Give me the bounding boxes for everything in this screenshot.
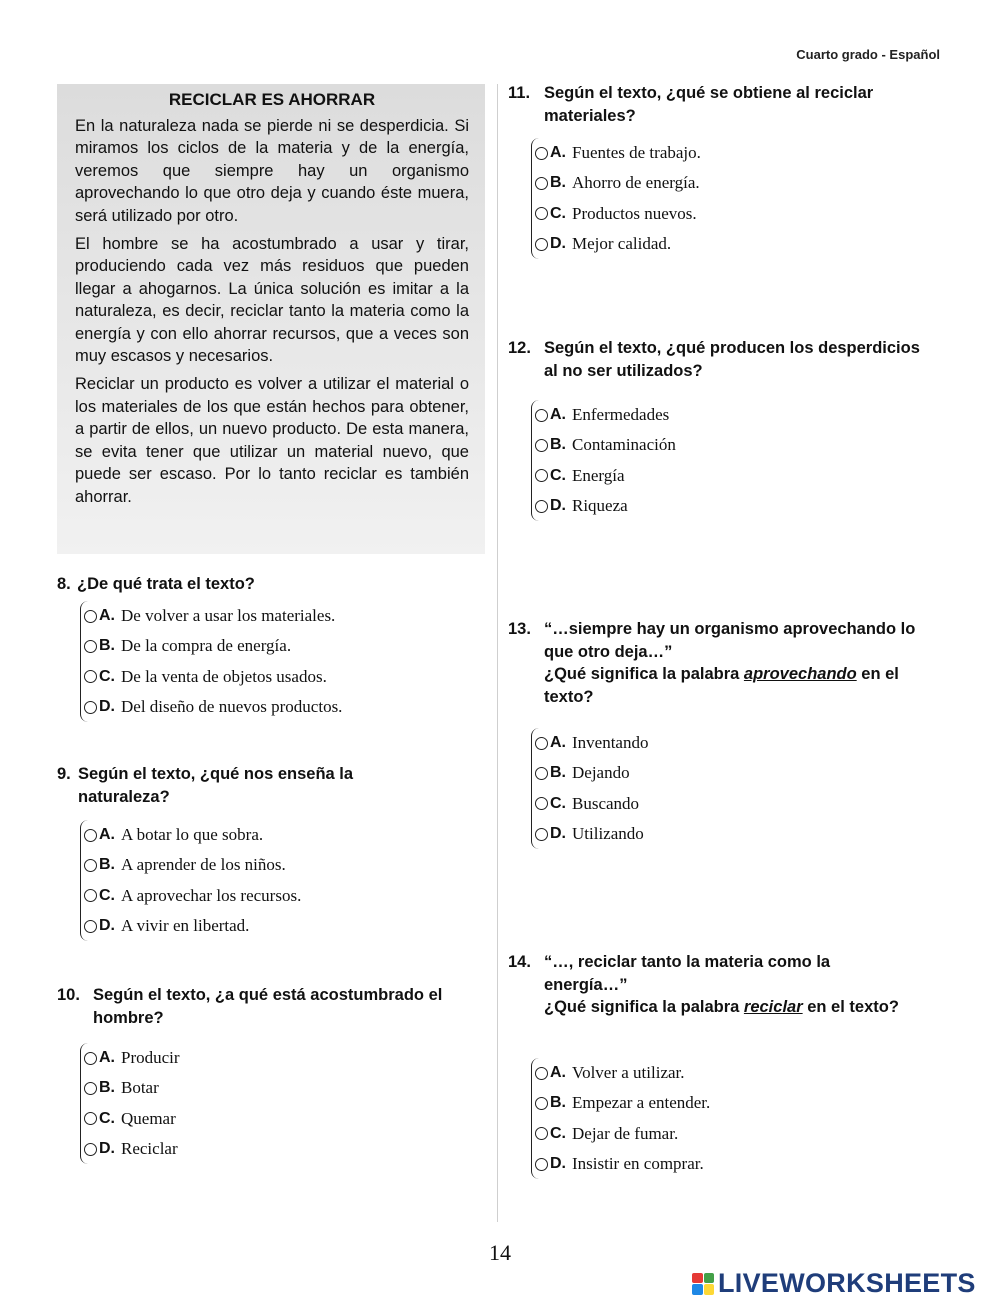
keyword: aprovechando [743, 665, 857, 683]
passage-paragraph-3: Reciclar un producto es volver a utilizar el material o los materiales de los que están hechos para obtener, a partir de ellos, un nuevo producto. De esta manera, se evita tener que utilizar un material nuevo, que puede ser escaso. Por lo tanto reciclar es también ahorrar. [75, 375, 469, 506]
radio-button[interactable] [84, 670, 97, 683]
option-a[interactable]: A. De volver a usar los materiales. [81, 601, 481, 631]
question-12 [508, 337, 938, 382]
question-quote: “…, reciclar tanto la materia como la energía…” [544, 953, 831, 994]
option-a[interactable]: A. Inventando [532, 728, 932, 758]
option-c[interactable]: C. A aprovechar los recursos. [81, 881, 481, 911]
reading-passage [57, 84, 485, 554]
radio-button[interactable] [84, 1052, 97, 1065]
option-b[interactable]: B. A aprender de los niños. [81, 850, 481, 880]
option-c[interactable]: C. Quemar [81, 1104, 481, 1134]
option-b[interactable]: B. De la compra de energía. [81, 631, 481, 661]
question-11-options [531, 138, 932, 259]
option-b[interactable]: B. Dejando [532, 758, 932, 788]
radio-button[interactable] [84, 1143, 97, 1156]
question-14-options [531, 1058, 932, 1179]
question-11 [508, 82, 938, 127]
option-b[interactable]: B. Ahorro de energía. [532, 168, 932, 198]
page-header: Cuarto grado - Español [796, 47, 940, 62]
question-number: 13. [508, 620, 531, 638]
radio-button[interactable] [535, 147, 548, 160]
question-10 [57, 984, 487, 1029]
question-number: 10. [57, 986, 80, 1004]
radio-button[interactable] [535, 207, 548, 220]
radio-button[interactable] [535, 439, 548, 452]
keyword: reciclar [743, 998, 803, 1016]
radio-button[interactable] [84, 610, 97, 623]
question-14 [508, 951, 908, 1019]
option-c[interactable]: C. Buscando [532, 789, 932, 819]
question-8 [57, 573, 482, 596]
question-text: Según el texto, ¿qué producen los desperdicios al no ser utilizados? [544, 339, 920, 380]
radio-button[interactable] [535, 177, 548, 190]
radio-button[interactable] [535, 1067, 548, 1080]
radio-button[interactable] [535, 238, 548, 251]
option-d[interactable]: D. Mejor calidad. [532, 229, 932, 259]
question-prompt: ¿Qué significa la palabra reciclar en el texto? [544, 998, 899, 1016]
passage-title: RECICLAR ES AHORRAR [168, 90, 376, 109]
radio-button[interactable] [84, 920, 97, 933]
radio-button[interactable] [535, 767, 548, 780]
question-text: ¿De qué trata el texto? [77, 575, 255, 593]
option-d[interactable]: D. Del diseño de nuevos productos. [81, 692, 481, 722]
radio-button[interactable] [535, 500, 548, 513]
question-12-options [531, 400, 932, 521]
radio-button[interactable] [84, 1082, 97, 1095]
option-c[interactable]: C. Energía [532, 461, 932, 491]
question-prompt: ¿Qué significa la palabra aprovechando en el texto? [544, 665, 899, 706]
question-13 [508, 618, 943, 708]
option-d[interactable]: D. Insistir en comprar. [532, 1149, 932, 1179]
option-a[interactable]: A. A botar lo que sobra. [81, 820, 481, 850]
question-text: Según el texto, ¿a qué está acostumbrado el hombre? [93, 986, 443, 1027]
option-a[interactable]: A. Fuentes de trabajo. [532, 138, 932, 168]
liveworksheets-logo [692, 1268, 976, 1299]
radio-button[interactable] [84, 1112, 97, 1125]
option-c[interactable]: C. Productos nuevos. [532, 199, 932, 229]
question-10-options [80, 1043, 481, 1164]
option-b[interactable]: B. Botar [81, 1073, 481, 1103]
option-a[interactable]: A. Producir [81, 1043, 481, 1073]
question-quote: “…siempre hay un organismo aprovechando lo que otro deja…” [544, 620, 916, 661]
question-text: Según el texto, ¿qué nos enseña la naturaleza? [78, 765, 354, 806]
logo-text: LIVEWORKSHEETS [718, 1268, 976, 1298]
option-d[interactable]: D. A vivir en libertad. [81, 911, 481, 941]
radio-button[interactable] [535, 469, 548, 482]
question-text: Según el texto, ¿qué se obtiene al reciclar materiales? [544, 84, 874, 125]
question-8-options [80, 601, 481, 722]
radio-button[interactable] [535, 1158, 548, 1171]
radio-button[interactable] [84, 701, 97, 714]
radio-button[interactable] [535, 737, 548, 750]
column-divider [497, 84, 498, 1222]
question-number: 11. [508, 84, 531, 102]
option-b[interactable]: B. Empezar a entender. [532, 1088, 932, 1118]
radio-button[interactable] [535, 1127, 548, 1140]
option-a[interactable]: A. Enfermedades [532, 400, 932, 430]
passage-paragraph-1: En la naturaleza nada se pierde ni se desperdicia. Si miramos los ciclos de la materia y de la energía, veremos que siempre hay un organismo aprovechando lo que otro deja y cuando éste muera, será utilizado por otro. [75, 117, 469, 225]
question-number: 12. [508, 339, 531, 357]
option-c[interactable]: C. De la venta de objetos usados. [81, 662, 481, 692]
radio-button[interactable] [535, 1097, 548, 1110]
question-number: 9. [57, 765, 71, 783]
passage-paragraph-2: El hombre se ha acostumbrado a usar y tirar, produciendo cada vez más residuos que pueden llegar a ahogarnos. La única solución es imitar a la naturaleza, es decir, reciclar tanto la materia como la energía y con ello ahorrar recursos, que a veces son muy escasos y necesarios. [75, 235, 469, 366]
question-number: 8. [57, 575, 71, 593]
question-9 [57, 763, 417, 808]
question-13-options [531, 728, 932, 849]
question-number: 14. [508, 953, 531, 971]
logo-badge-icon [692, 1273, 714, 1295]
option-c[interactable]: C. Dejar de fumar. [532, 1119, 932, 1149]
radio-button[interactable] [84, 859, 97, 872]
radio-button[interactable] [84, 829, 97, 842]
option-d[interactable]: D. Utilizando [532, 819, 932, 849]
radio-button[interactable] [84, 889, 97, 902]
radio-button[interactable] [84, 640, 97, 653]
option-b[interactable]: B. Contaminación [532, 430, 932, 460]
question-9-options [80, 820, 481, 941]
option-d[interactable]: D. Riqueza [532, 491, 932, 521]
option-d[interactable]: D. Reciclar [81, 1134, 481, 1164]
page-number: 14 [489, 1240, 511, 1265]
option-a[interactable]: A. Volver a utilizar. [532, 1058, 932, 1088]
radio-button[interactable] [535, 409, 548, 422]
radio-button[interactable] [535, 797, 548, 810]
radio-button[interactable] [535, 828, 548, 841]
